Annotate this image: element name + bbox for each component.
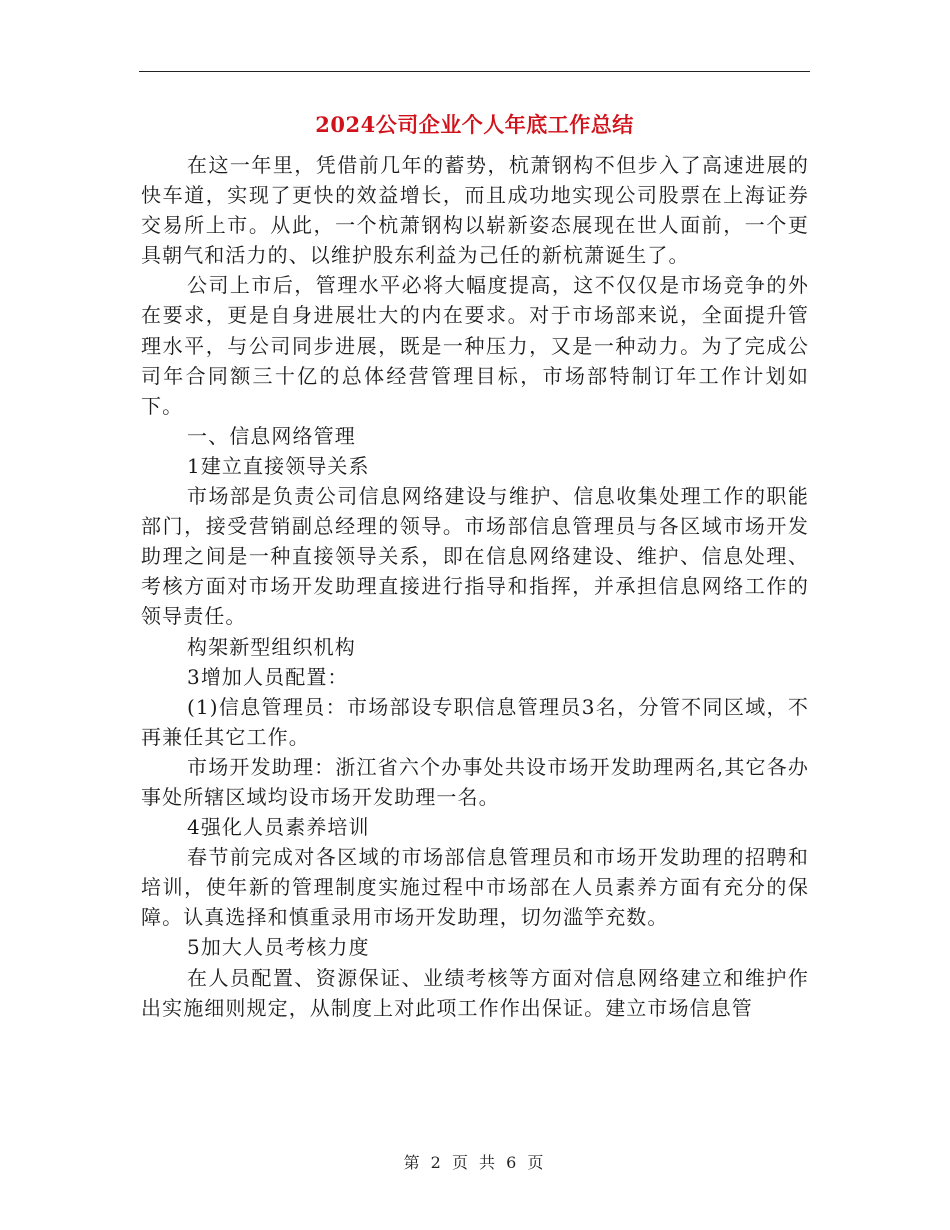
header-rule [139, 71, 810, 72]
document-title: 2024公司企业个人年底工作总结 [315, 112, 634, 137]
paragraph-market-dept: 市场部是负责公司信息网络建设与维护、信息收集处理工作的职能部门，接受营销副总经理的领导。市场部信息管理员与各区域市场开发助理之间是一种直接领导关系，即在信息网络建设、维护、信息处理、考核方面对市场开发助理直接进行指导和指挥，并承担信息网络工作的领导责任。 [141, 484, 809, 629]
subheading-1: 1建立直接领导关系 [187, 453, 370, 478]
section-heading: 一、信息网络管理 [187, 423, 356, 448]
paragraph-assessment: 在人员配置、资源保证、业绩考核等方面对信息网络建立和维护作出实施细则规定，从制度上对此项工作作出保证。建立市场信息管 [141, 965, 809, 1020]
subheading-2: 构架新型组织机构 [187, 634, 356, 659]
page-number: 第 2 页 共 6 页 [403, 1153, 547, 1172]
paragraph-market-assistant: 市场开发助理：浙江省六个办事处共设市场开发助理两名,其它各办事处所辖区域均设市场开发助理一名。 [141, 754, 809, 809]
subheading-5: 5加大人员考核力度 [187, 935, 370, 960]
paragraph-info-manager: (1)信息管理员：市场部设专职信息管理员3名，分管不同区域，不再兼任其它工作。 [141, 694, 809, 749]
document-body [141, 150, 809, 1023]
paragraph-listing: 公司上市后，管理水平必将大幅度提高，这不仅仅是市场竞争的外在要求，更是自身进展壮大的内在要求。对于市场部来说，全面提升管理水平，与公司同步进展，既是一种压力，又是一种动力。为了完成公司年合同额三十亿的总体经营管理目标，市场部特制订年工作计划如下。 [141, 273, 809, 418]
subheading-4: 4强化人员素养培训 [187, 815, 370, 840]
paragraph-intro: 在这一年里，凭借前几年的蓄势，杭萧钢构不但步入了高速进展的快车道，实现了更快的效益增长，而且成功地实现公司股票在上海证券交易所上市。从此，一个杭萧钢构以崭新姿态展现在世人面前，一个更具朝气和活力的、以维护股东利益为己任的新杭萧诞生了。 [141, 153, 809, 268]
paragraph-training: 春节前完成对各区域的市场部信息管理员和市场开发助理的招聘和培训，使年新的管理制度实施过程中市场部在人员素养方面有充分的保障。认真选择和慎重录用市场开发助理，切勿滥竽充数。 [141, 845, 809, 930]
subheading-3: 3增加人员配置： [187, 664, 349, 689]
